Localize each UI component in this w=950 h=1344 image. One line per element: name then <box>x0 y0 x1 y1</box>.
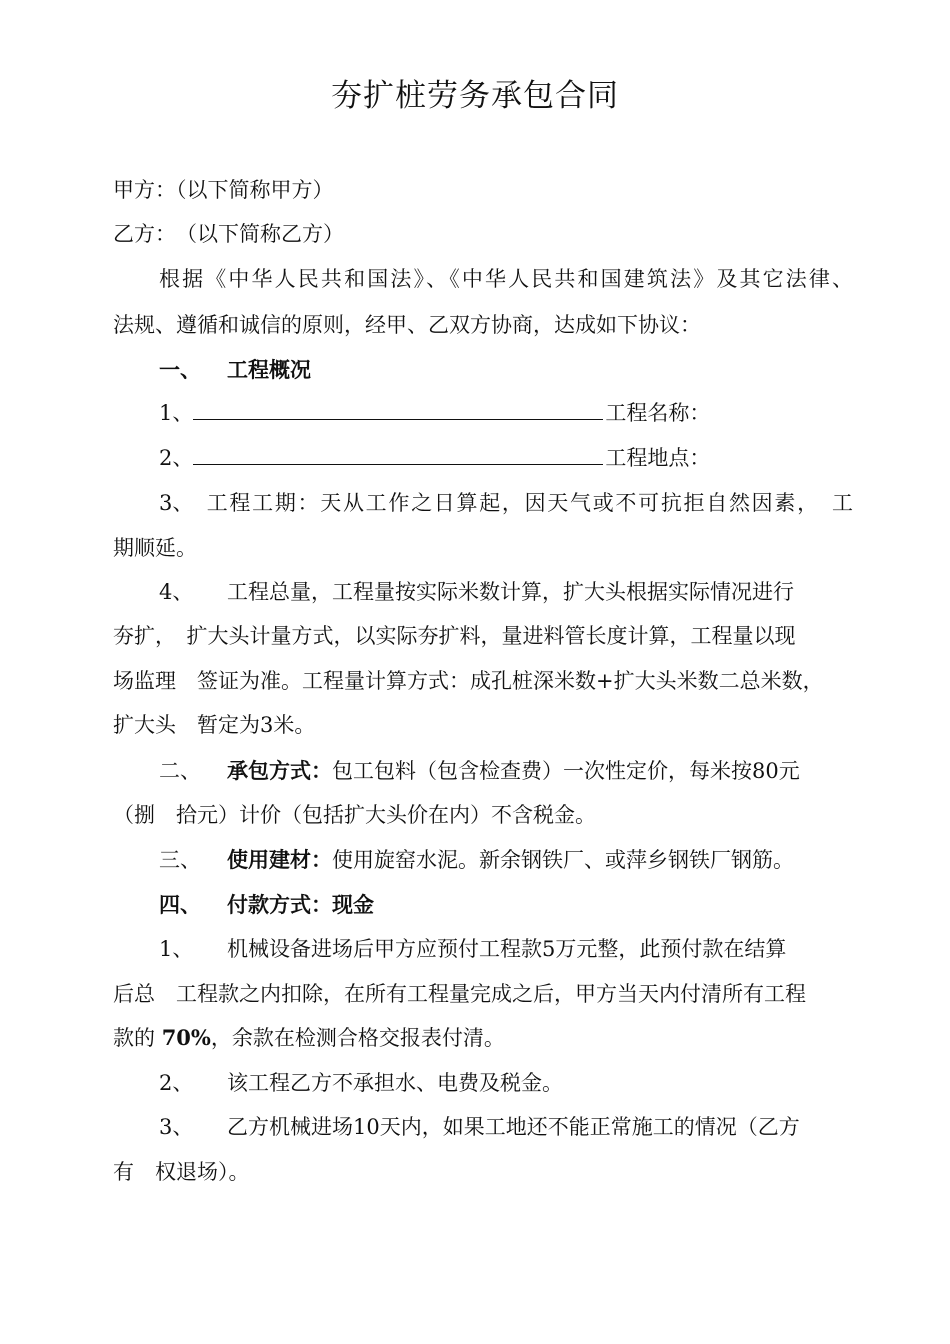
section-3-text: 使用旋窑水泥。新余钢铁厂、或萍乡钢铁厂钢筋。 <box>332 848 794 872</box>
payment-text-b: ，余款在检测合格交报表付清。 <box>210 1026 505 1050</box>
payment-item-1-line-1 <box>159 935 899 963</box>
section-3-line <box>159 846 899 874</box>
item-number: 1、 <box>159 401 194 425</box>
payment-item-3-text: 乙方机械进场10天内，如果工地还不能正常施工的情况（乙方 <box>227 1115 800 1139</box>
section-1-heading <box>159 356 899 384</box>
section-1-number: 一、 <box>159 357 201 382</box>
payment-percent: 70% <box>161 1025 211 1050</box>
item-number: 4、 <box>159 580 194 604</box>
section-4-title: 付款方式：现金 <box>227 892 374 917</box>
payment-text: 机械设备进场后甲方应预付工程款5万元整，此预付款在结算 <box>227 937 787 961</box>
payment-item-3-line-2: 有 权退场）。 <box>113 1160 250 1184</box>
quantity-item-line-2: 夯扩， 扩大头计量方式，以实际夯扩料，量进料管长度计算，工程量以现 <box>113 624 796 648</box>
item-number: 2、 <box>159 446 194 470</box>
item-number: 3、 <box>159 1115 194 1139</box>
quantity-text: 工程总量，工程量按实际米数计算，扩大头根据实际情况进行 <box>227 580 794 604</box>
project-name-blank[interactable] <box>193 401 603 420</box>
item-number: 3、 <box>159 491 194 515</box>
section-3-number: 三、 <box>159 848 201 872</box>
section-1-title: 工程概况 <box>227 357 311 382</box>
quantity-item-line-3: 场监理 签证为准。工程量计算方式：成孔桩深米数+扩大头米数二总米数， <box>113 669 824 693</box>
project-name-label: 工程名称： <box>605 401 711 425</box>
payment-item-1-line-2: 后总 工程款之内扣除，在所有工程量完成之后，甲方当天内付清所有工程 <box>113 982 806 1006</box>
duration-item-line-1 <box>159 489 853 517</box>
project-location-label: 工程地点： <box>605 446 711 470</box>
party-a-line: 甲方：（以下简称甲方） <box>113 178 334 202</box>
section-2-title: 承包方式： <box>227 758 332 783</box>
intro-line-2: 法规、遵循和诚信的原则，经甲、乙双方协商，达成如下协议： <box>113 313 701 337</box>
project-name-item <box>159 399 899 427</box>
section-4-number: 四、 <box>159 892 201 917</box>
project-location-blank[interactable] <box>193 446 603 465</box>
duration-text: 工程工期：天从工作之日算起，因天气或不可抗拒自然因素， 工 <box>205 491 853 515</box>
duration-item-line-2: 期顺延。 <box>113 536 197 560</box>
payment-item-3-line-1 <box>159 1113 899 1141</box>
section-2-text: 包工包料（包含检查费）一次性定价，每米按80元 <box>332 759 800 783</box>
document-title: 夯扩桩劳务承包合同 <box>331 78 619 114</box>
item-number: 2、 <box>159 1071 194 1095</box>
section-2-number: 二、 <box>159 759 201 783</box>
payment-item-2 <box>159 1069 899 1097</box>
section-2-line-2: （捌 拾元）计价（包括扩大头价在内）不含税金。 <box>113 803 596 827</box>
item-number: 1、 <box>159 937 194 961</box>
quantity-item-line-4: 扩大头 暂定为3米。 <box>113 713 316 737</box>
section-3-title: 使用建材： <box>227 847 332 872</box>
party-b-line: 乙方： （以下简称乙方） <box>113 222 344 246</box>
section-2-line-1 <box>159 757 899 785</box>
project-location-item <box>159 444 899 472</box>
payment-text-a: 款的 <box>113 1026 162 1050</box>
intro-line-1: 根据《中华人民共和国法》、《中华人民共和国建筑法》及其它法律、 <box>159 267 853 291</box>
section-4-heading <box>159 891 899 919</box>
payment-item-1-line-3 <box>113 1024 853 1052</box>
quantity-item-line-1 <box>159 578 899 606</box>
payment-item-2-text: 该工程乙方不承担水、电费及税金。 <box>227 1071 563 1095</box>
